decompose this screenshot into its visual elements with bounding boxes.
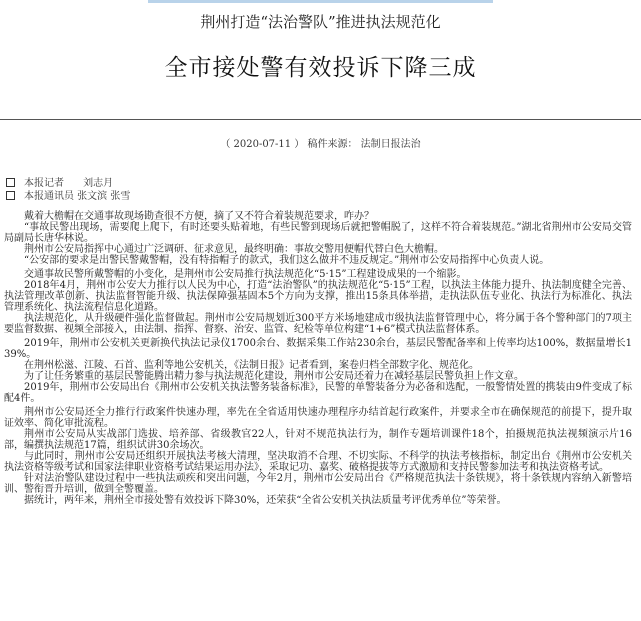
paragraph: 2018年4月，荆州市公安大力推行以人民为中心，打造“法治警队”的执法规范化“5·15”工程，以执法主体能力提升、执法制度健全完善、执法管理改革创新、执法监督智能升级、执法保障强基固本5个方向为支撑，推出15条具体举措，走执法队伍专业化、执法行为标准化、执法管理系统化、执法流程信息化道路。 (4, 280, 632, 313)
paragraph: “公安部的要求是出警民警戴警帽，没有特指帽子的款式，我们这么做并不违反规定。”荆州市公安局指挥中心负责人说。 (24, 255, 550, 266)
paragraph: 戴着大檐帽在交通事故现场勘查很不方便，摘了又不符合着装规范要求，咋办？ (24, 211, 374, 222)
paragraph: 交通事故民警所戴警帽的小变化，是荆州市公安局推行执法规范化“5·15”工程建设成果的一个缩影。 (24, 269, 467, 280)
checkbox-icon (6, 191, 15, 200)
paragraph: 2019年，荆州市公安机关更新换代执法记录仪1700余台、数据采集工作站230余台，基层民警配备率和上传率均达100%，数据量增长139%。 (4, 338, 632, 360)
paragraph: “事故民警出现场，需要爬上爬下，有时还要头贴着地，有些民警到现场后就把警帽脱了，这样不符合着装规范。”湖北省荆州市公安局交管局副局长唐华林说。 (4, 222, 632, 244)
article-body (4, 211, 632, 506)
article-kicker: 荆州打造“法治警队”推进执法规范化 (200, 13, 441, 31)
top-accent-bar (148, 0, 493, 3)
checkbox-icon (6, 178, 15, 187)
paragraph: 2019年，荆州市公安局出台《荆州市公安机关执法警务装备标准》，民警的单警装备分为必备和选配，一般警情处置的携装由9件变成了标配4件。 (4, 382, 632, 404)
paragraph: 为了让任务繁重的基层民警能腾出精力参与执法规范化建设，荆州市公安局还着力在减轻基层民警负担上作文章。 (24, 371, 524, 382)
paragraph: 针对法治警队建设过程中一些执法顽疾和突出问题，今年2月，荆州市公安局出台《严格规范执法十条铁规》，将十条铁规内容纳入新警培训、警衔晋升培训，做到全警覆盖。 (4, 473, 632, 495)
paragraph: 荆州市公安局指挥中心通过广泛调研、征求意见，最终明确：事故交警用便帽代替白色大檐帽。 (24, 244, 444, 255)
article-headline: 全市接处警有效投诉下降三成 (164, 55, 477, 81)
byline-reporter-text: 本报记者 刘志月 (24, 178, 114, 189)
paragraph: 据统计，两年来，荆州全市接处警有效投诉下降30%，还荣获“全省公安机关执法质量考评优秀单位”等荣誉。 (24, 495, 507, 506)
paragraph: 荆州市公安局从实战部门选拔、培养部、省级教官22人，针对不规范执法行为，制作专题培训课件18个，拍摄规范执法视频演示片16部，编撰执法规范17篇，组织试讲30余场次。 (4, 429, 632, 451)
paragraph: 在荆州松滋、江陵、石首、监利等地公安机关，《法制日报》记者看到，案卷归档全部数字化、规范化。 (24, 360, 479, 371)
byline-correspondent (6, 187, 130, 202)
byline-correspondent-text: 本报通讯员 张文滨 张雪 (24, 191, 131, 202)
paragraph: 荆州市公安局还全力推行行政案件快速办理，率先在全省适用快速办理程序办结首起行政案件，并要求全市在确保规范的前提下，提升取证效率、简化审批流程。 (4, 407, 632, 429)
article-meta: （ 2020-07-11 ） 稿件来源： 法制日报法治 (220, 139, 421, 150)
paragraph: 执法规范化，从升级硬件强化监督做起。荆州市公安局规划近300平方米场地建成市级执法监督管理中心，将分属于各个警种部门的7项主要监督数据、视频全部接入，由法制、指挥、督察、治安、监管、纪检等单位构建“1+6”模式执法监督体系。 (4, 313, 632, 335)
header-divider (0, 119, 641, 120)
paragraph: 与此同时，荆州市公安局还组织开展执法考核大清理，坚决取消不合理、不切实际、不科学的执法考核指标，制定出台《荆州市公安机关执法资格等级考试和国家法律职业资格考试结果运用办法》，采取记功、嘉奖、破格提拔等方式激励和支持民警参加法考和执法资格考试。 (4, 451, 632, 473)
